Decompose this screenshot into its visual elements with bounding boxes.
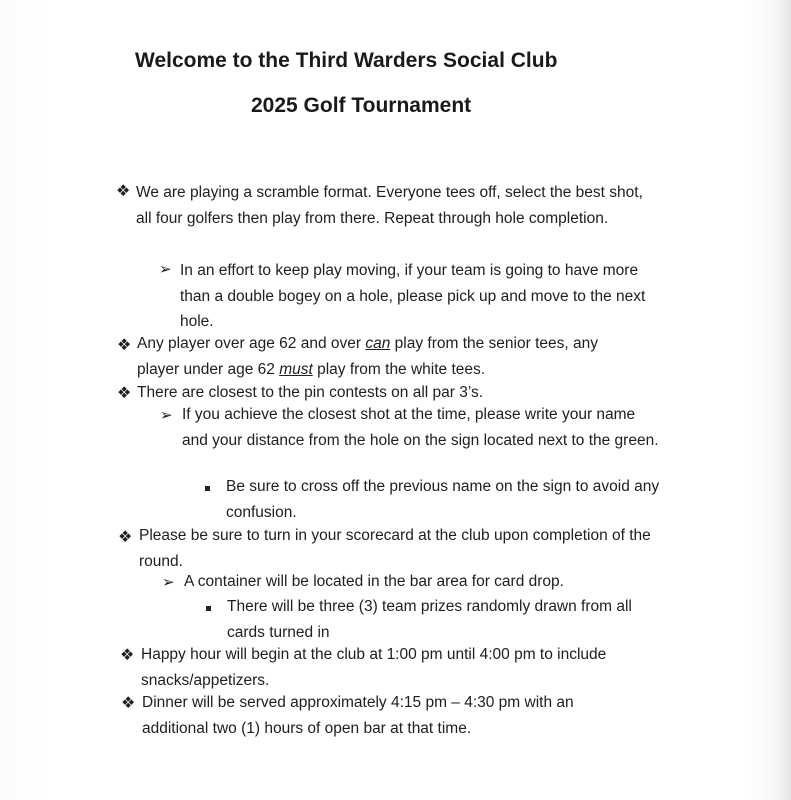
- four-diamond-bullet-icon: ❖: [121, 695, 136, 712]
- emphasis-must: must: [279, 360, 313, 378]
- bullet-senior-tees-text: play from the white tees.: [312, 360, 486, 378]
- bullet-senior-tees: [137, 331, 637, 382]
- bullet-happy-hour: Happy hour will begin at the club at 1:00 pm until 4:00 pm to include snacks/appetizers.: [141, 646, 607, 689]
- page-edge-shadow: [777, 0, 791, 800]
- sub-bullet-write-name: If you achieve the closest shot at the time, please write your name and your distance from the hole on the sign located next to the green.: [182, 406, 659, 449]
- square-bullet-icon: [206, 606, 211, 611]
- sub-bullet-container: A container will be located in the bar area for card drop.: [184, 573, 564, 590]
- bullet-senior-tees-text: Any player over age 62 and over: [137, 335, 366, 352]
- four-diamond-bullet-icon: ❖: [117, 385, 132, 402]
- sub-sub-bullet-prizes: There will be three (3) team prizes randomly drawn from all cards turned in: [227, 598, 632, 641]
- document-subtitle: 2025 Golf Tournament: [251, 94, 472, 117]
- four-diamond-bullet-icon: ❖: [120, 647, 135, 664]
- sub-bullet-pick-up: In an effort to keep play moving, if your team is going to have more than a double bogey on a hole, please pick up and move to the next hole.: [180, 262, 646, 330]
- bullet-senior-tees-text: play from the senior tees, any player under age 62: [137, 335, 598, 378]
- square-bullet-icon: [205, 486, 210, 491]
- arrowhead-bullet-icon: ➢: [159, 261, 172, 278]
- bullet-scramble-format: We are playing a scramble format. Everyone tees off, select the best shot, all four golfers then play from there. Repeat through hole completion.: [136, 184, 643, 227]
- four-diamond-bullet-icon: ❖: [116, 183, 131, 200]
- document-title: Welcome to the Third Warders Social Club: [135, 49, 558, 72]
- arrowhead-bullet-icon: ➢: [160, 407, 173, 424]
- sub-sub-bullet-cross-off: Be sure to cross off the previous name on the sign to avoid any confusion.: [226, 478, 660, 521]
- bullet-closest-to-pin: There are closest to the pin contests on all par 3’s.: [137, 384, 484, 401]
- bullet-scorecard: Please be sure to turn in your scorecard at the club upon completion of the round.: [139, 527, 651, 570]
- arrowhead-bullet-icon: ➢: [162, 574, 175, 591]
- four-diamond-bullet-icon: ❖: [118, 529, 133, 546]
- bullet-dinner: Dinner will be served approximately 4:15 pm – 4:30 pm with an additional two (1) hours of open bar at that time.: [142, 694, 574, 737]
- four-diamond-bullet-icon: ❖: [117, 337, 132, 354]
- emphasis-can: can: [365, 335, 391, 352]
